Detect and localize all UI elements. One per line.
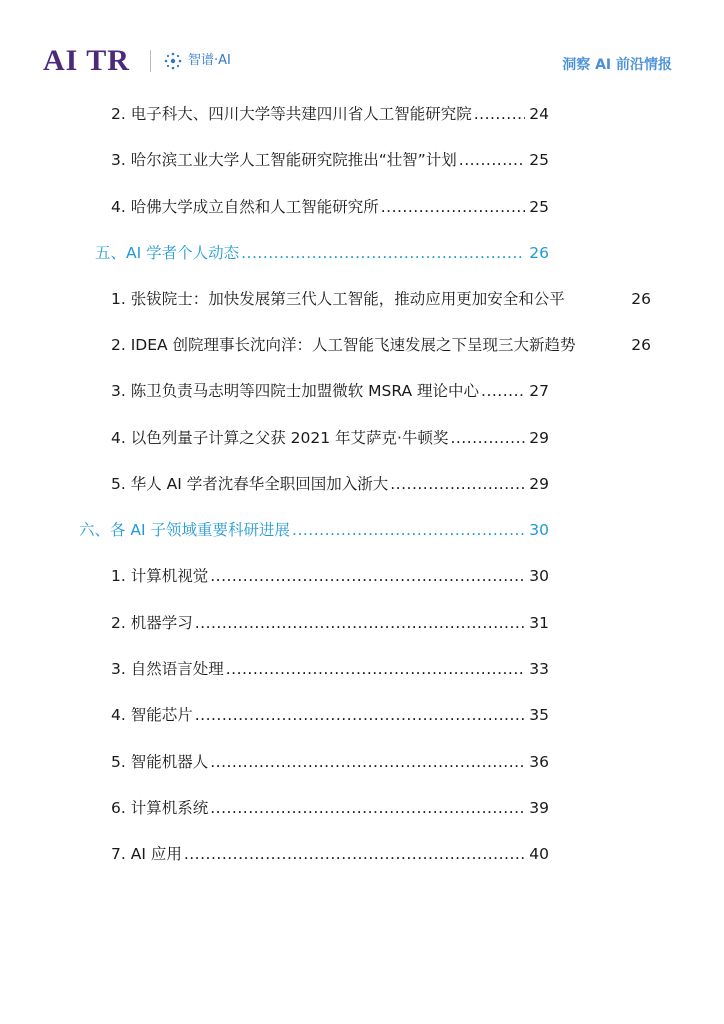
toc-entry-page: 29: [529, 429, 549, 447]
toc-entry-title: 5. 华人 AI 学者沈春华全职回国加入浙大: [111, 475, 389, 493]
toc-leader-dots: [381, 196, 526, 218]
toc-entry-page: 40: [529, 845, 549, 863]
aitr-logo: AI TR: [43, 44, 130, 77]
toc-entry-title: 4. 以色列量子计算之父获 2021 年艾萨克·牛顿奖: [111, 429, 449, 447]
toc-leader-dots: [390, 473, 525, 495]
toc-entry-title: 1. 张钹院士：加快发展第三代人工智能，推动应用更加安全和公平: [111, 290, 565, 308]
toc-entry[interactable]: [111, 658, 549, 680]
toc-leader-dots: [210, 797, 525, 819]
toc-leader-dots: [450, 427, 525, 449]
toc-entry[interactable]: [111, 196, 549, 218]
toc-entry-title: 2. 电子科大、四川大学等共建四川省人工智能研究院: [111, 105, 472, 123]
toc-entry-title: 1. 计算机视觉: [111, 567, 209, 585]
toc-entry-page: 30: [529, 567, 549, 585]
toc-entry[interactable]: [111, 704, 549, 726]
toc-entry[interactable]: [111, 103, 549, 125]
toc-entry[interactable]: [111, 380, 549, 402]
toc-entry-page: 36: [529, 753, 549, 771]
toc-entry-title: 3. 陈卫负责马志明等四院士加盟微软 MSRA 理论中心: [111, 382, 480, 400]
toc-entry-page: 24: [529, 105, 549, 123]
toc-section-five[interactable]: [95, 242, 549, 264]
toc-entry[interactable]: [111, 288, 651, 310]
toc-section-title: 六、各 AI 子领域重要科研进展: [79, 521, 291, 539]
toc-leader-dots: [226, 658, 526, 680]
toc-leader-dots: [241, 242, 525, 264]
toc-entry-page: 27: [529, 382, 549, 400]
toc-entry-title: 3. 哈尔滨工业大学人工智能研究院推出“壮智”计划: [111, 151, 457, 169]
toc-leader-dots: [184, 843, 525, 865]
toc-entry[interactable]: [111, 612, 549, 634]
toc-entry-page: 29: [529, 475, 549, 493]
toc-entry-title: 2. 机器学习: [111, 614, 193, 632]
toc-leader-dots: [474, 103, 526, 125]
toc-entry-page: 39: [529, 799, 549, 817]
toc-section-page: 30: [529, 521, 549, 539]
toc-entry[interactable]: [111, 149, 549, 171]
toc-section-page: 26: [529, 244, 549, 262]
toc-entry-title: 3. 自然语言处理: [111, 660, 224, 678]
toc-entry-title: 4. 智能芯片: [111, 706, 193, 724]
toc-entry[interactable]: [111, 473, 549, 495]
toc-entry-title: 4. 哈佛大学成立自然和人工智能研究所: [111, 198, 379, 216]
toc-leader-dots: [210, 565, 525, 587]
toc-section-six[interactable]: [79, 519, 549, 541]
toc-entry-page: 26: [631, 290, 651, 308]
toc-entry-title: 5. 智能机器人: [111, 753, 209, 771]
toc-leader-dots: [210, 751, 525, 773]
toc-entry[interactable]: [111, 427, 549, 449]
zhipu-text: 智谱·AI: [188, 53, 231, 68]
toc-section-title: 五、AI 学者个人动态: [95, 244, 240, 262]
toc-entry-title: 2. IDEA 创院理事长沈向洋：人工智能飞速发展之下呈现三大新趋势: [111, 336, 576, 354]
toc-entry[interactable]: [111, 843, 549, 865]
toc-leader-dots: [481, 380, 525, 402]
toc-leader-dots: [292, 519, 525, 541]
toc-entry-page: 35: [529, 706, 549, 724]
toc-entry[interactable]: [111, 334, 651, 356]
toc-leader-dots: [459, 149, 525, 171]
header-tagline: 洞察 AI 前沿情报: [562, 57, 672, 73]
toc-entry-title: 6. 计算机系统: [111, 799, 209, 817]
toc-entry-page: 31: [529, 614, 549, 632]
toc-entry[interactable]: [111, 751, 549, 773]
toc-entry-page: 33: [529, 660, 549, 678]
toc-entry-page: 26: [631, 336, 651, 354]
toc-entry[interactable]: [111, 797, 549, 819]
toc-leader-dots: [195, 612, 526, 634]
toc-entry[interactable]: [111, 565, 549, 587]
toc-entry-page: 25: [529, 198, 549, 216]
toc-leader-dots: [195, 704, 526, 726]
toc-entry-title: 7. AI 应用: [111, 845, 182, 863]
toc-entry-page: 25: [529, 151, 549, 169]
